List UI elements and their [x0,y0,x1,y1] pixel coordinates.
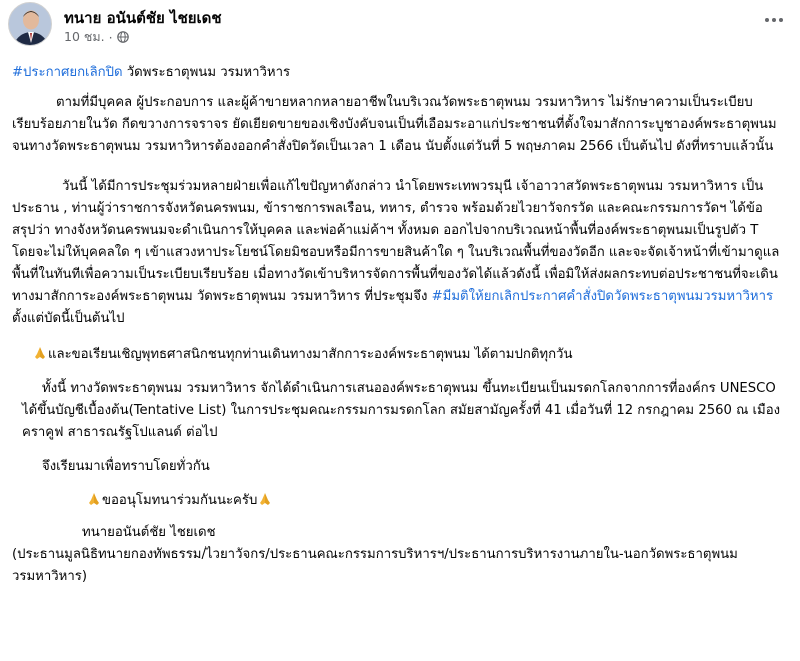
paragraph-2-text: วันนี้ ได้มีการประชุมร่วมหลายฝ่ายเพื่อแก้ไขปัญหาดังกล่าว นำโดยพระเทพวรมุนี เจ้าอาวาสวัดพระธาตุพนม วรมหาวิหาร เป็นประธาน , ท่านผู้ว่าราชการจังหวัดนครพนม, ข้าราชการพลเรือน, ทหาร, ตำรวจ พร้อมด้วยไวยาวัจกรวัด และคณะกรรมการวัดฯ ได้ข้อสรุปว่า ทางจังหวัดนครพนมจะดำเนินการให้บุคคล และพ่อค้าแม่ค้าฯ ทั้งหมด ออกไปจากบริเวณหน้าพื้นที่องค์พระธาตุพนมเป็นรูปตัว T โดยจะไม่ให้บุคคลใด ๆ เข้าแสวงหาประโยชน์โดยมิชอบหรือมีการขายสินค้าใด ๆ ในบริเวณพื้นที่ของวัดอีก และจะจัดเจ้าหน้าที่เข้ามาดูแลพื้นที่ในทันทีเพื่อความเป็นระเบียบเรียบร้อย เมื่อทางวัดเข้าบริหารจัดการพื้นที่ของวัดได้แล้วดังนี้ เพื่อมิให้ส่งผลกระทบต่อประชาชนที่จะเดินทางมาสักการะองค์พระธาตุพนม วัดพระธาตุพนม วรมหาวิหาร ที่ประชุมจึง [12,179,780,304]
post-meta [64,27,129,47]
paragraph-2-end: ตั้งแต่บัดนี้เป็นต้นไป [12,311,125,326]
paragraph-6-text: ขออนุโมทนาร่วมกันนะครับ [102,493,258,508]
folded-hands-emoji-icon [32,345,48,361]
title-text: วัดพระธาตุพนม วรมหาวิหาร [122,65,291,80]
signature-name: ทนายอนันต์ชัย ไชยเดช [82,525,216,540]
post-title [12,62,784,84]
paragraph-5: จึงเรียนมาเพื่อทราบโดยทั่วกัน [42,459,210,474]
paragraph-1: ตามที่มีบุคคล ผู้ประกอบการ และผู้ค้าขายหลากหลายอาชีพในบริเวณวัดพระธาตุพนม วรมหาวิหาร ไม่รักษาความเป็นระเบียบเรียบร้อยภายในวัด กีดขวางการจราจร ยัดเยียดขายของเชิงบังคับจนเป็นที่เอือมระอาแก่ประชาชนที่ตั้งใจมาสักการะบูชาองค์พระธาตุพนม จนทางวัดพระธาตุพนม วรมหาวิหารต้องออกคำสั่งปิดวัดเป็นเวลา 1 เดือน นับตั้งแต่วันที่ 5 พฤษภาคม 2566 เป็นต้นไป ดังที่ทราบแล้วนั้น [12,95,777,154]
meta-separator: · [108,29,113,45]
folded-hands-emoji-icon [86,491,102,507]
globe-icon[interactable] [117,31,129,43]
hashtag-link-2[interactable]: #มีมติให้ยกเลิกประกาศคำสั่งปิดวัดพระธาตุพนมวรมหาวิหาร [431,289,774,304]
profile-photo-icon [9,3,52,46]
post-header [8,0,788,54]
hashtag-link[interactable]: #ประกาศยกเลิกปิด [12,65,123,80]
post-body [12,62,784,588]
paragraph-4: ทั้งนี้ ทางวัดพระธาตุพนม วรมหาวิหาร จักได้ดำเนินการเสนอองค์พระธาตุพนม ขึ้นทะเบียนเป็นมรดกโลกจากการที่องค์กร UNESCO ได้ขึ้นบัญชีเบื้องต้น(Tentative List) ในการประชุมคณะกรรมการมรดกโลก สมัยสามัญครั้งที่ 41 เมื่อวันที่ 12 กรกฎาคม 2560 ณ เมืองคราคูฟ สาธารณรัฐโปแลนด์ ต่อไป [22,381,781,440]
more-options-icon[interactable] [760,8,788,32]
post-time[interactable]: 10 ชม. [64,29,105,44]
author-name[interactable]: ทนาย อนันต์ชัย ไชยเดช [64,9,222,27]
avatar[interactable] [8,2,52,46]
paragraph-6 [12,490,784,512]
paragraph-3 [12,344,784,366]
paragraph-3-text: และขอเรียนเชิญพุทธศาสนิกชนทุกท่านเดินทางมาสักการะองค์พระธาตุพนม ได้ตามปกติทุกวัน [48,347,573,362]
folded-hands-emoji-icon [257,491,273,507]
signature-title: (ประธานมูลนิธิทนายกองทัพธรรม/ไวยาวัจกร/ประธานคณะกรรมการบริหารฯ/ประธานการบริหารงานภายใน-นอกวัดพระธาตุพนม วรมหาวิหาร) [12,547,738,584]
paragraph-2 [12,176,784,330]
